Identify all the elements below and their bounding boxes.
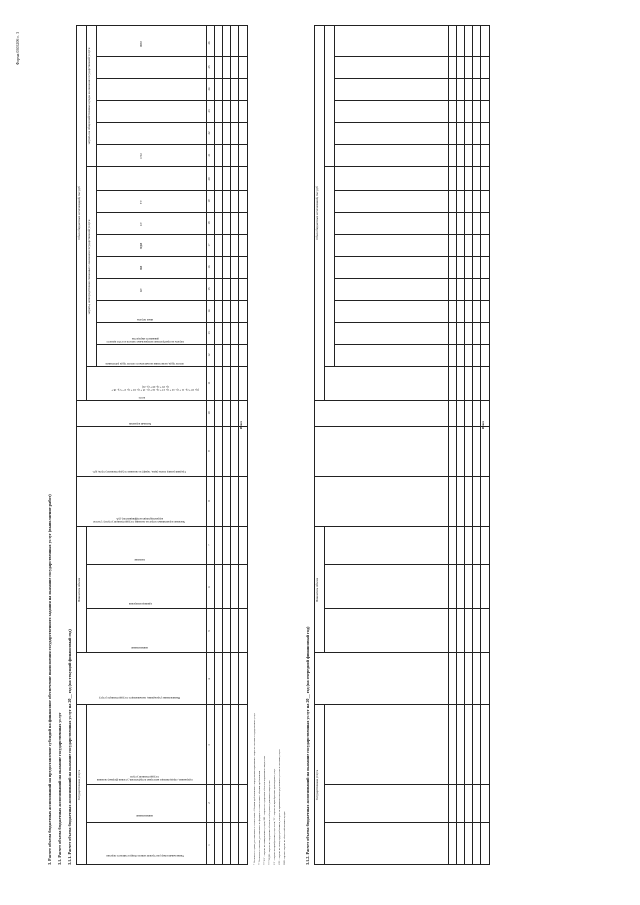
t1-support-costs: затраты на общехозяйственные нужды на оказание государственной услуги [87, 47, 91, 145]
t1-sub-other: иные затраты [137, 318, 154, 321]
t1-colnum-23: 23 [207, 109, 211, 113]
t1-volume-header: Показатель объема [77, 577, 81, 603]
t1-sub-pnz: ПНЗ [139, 41, 143, 47]
t1-colnum-25: 25 [207, 65, 211, 69]
section-3-1-heading: 3.1. Расчет объема бюджетных ассигнований на оказание государственных услуг [57, 712, 62, 865]
t1-colnum-20: 20 [207, 177, 211, 181]
t2-volume-header: Показатель объема [315, 577, 319, 603]
t1-colnum-6: 6 [207, 586, 211, 588]
t1-colnum-26: 26 [207, 41, 211, 45]
t2-total-label: Итого [481, 420, 485, 430]
t1-sub-ot2: ОТ2 [139, 153, 143, 159]
t1-sub-su: СУ [139, 221, 143, 227]
t1-col-fee: Средний размер платы (цена, тариф) за оказание государственной услуги, руб. [92, 470, 186, 473]
t1-colnum-13: 13 [207, 331, 211, 335]
t1-colnum-17: 17 [207, 243, 211, 247]
t1-services-header: Государственная услуга [77, 769, 81, 801]
t1-colnum-24: 24 [207, 87, 211, 91]
t1-colnum-14: 14 [207, 309, 211, 313]
t1-colnum-18: 18 [207, 221, 211, 225]
table1-heading: 3.1.1. Расчет объема бюджетных ассигнований на оказание государственных услуг на 20__ год (на текущий финансовый год) [67, 629, 72, 865]
t1-colnum-7: 7 [207, 544, 211, 546]
t1-colnum-3: 3 [207, 744, 211, 746]
t1-colnum-1: 1 [207, 844, 211, 846]
t1-sub-salary: оплата труда, начисления на выплаты по оплате труда работников [105, 362, 185, 365]
form-label: Форма 0505206 с. 3 [15, 31, 20, 65]
t1-col-base: Базовый норматив [129, 422, 151, 425]
t1-volume-value: значение [134, 558, 146, 561]
t1-colnum-10: 10 [207, 411, 211, 415]
t2-services-header: Государственная услуга [315, 769, 319, 801]
footnote-5: СУ - затраты на приобретение услуг связи; ТУ - затраты на приобретение транспортных услуг [273, 768, 276, 865]
t1-sub-ku: КУ [139, 287, 143, 293]
t1-colnum-9: 9 [207, 450, 211, 452]
t1-colnum-12: 12 [207, 353, 211, 357]
t1-colnum-5: 5 [207, 630, 211, 632]
t1-colnum-15: 15 [207, 287, 211, 291]
t1-col-registry: Уникальный номер реестровой записи общероссийского перечня [106, 854, 184, 857]
t1-volume-name: наименование [131, 646, 149, 649]
t1-col-name: наименование [136, 814, 154, 817]
t1-budget-total: всего [138, 396, 146, 399]
footnote-2: ** Указывается значение, рассчитанное по формуле в соответствии с общими требованиями [258, 770, 261, 865]
t1-direct-costs: затраты, непосредственно связанные с оказанием государственной услуги [87, 219, 91, 315]
t1-col-normative: Значение нормативных затрат на оказание государственной услуги (с учетом корректирующих коэффициентов), руб. [93, 516, 185, 523]
t1-budget-header: Объем бюджетных ассигнований, тыс руб [77, 186, 81, 240]
t1-colnum-2: 2 [207, 802, 211, 804]
t1-total-label: Итого [239, 420, 243, 430]
t1-colnum-8: 8 [207, 500, 211, 502]
t1-col-institution: Наименование учреждения, оказывающего государственную услугу [98, 696, 180, 699]
t1-colnum-19: 19 [207, 199, 211, 203]
footnote-1: * Указывается сумма, рассчитанная в соответствии с Общими требованиями к определению нормативных затрат на оказание государственных услуг [253, 713, 256, 865]
footnote-4: **** НДИ - затраты на содержание объектов особо ценного движимого имущества [268, 780, 271, 865]
t1-sub-ni: НИ [139, 265, 143, 271]
t1-colnum-16: 16 [207, 265, 211, 269]
t1-colnum-11: 11 [207, 381, 211, 385]
table2-heading: 3.1.2. Расчет объема бюджетных ассигнований на оказание государственных услуг на 20__ год (на очередной финансовый год) [305, 626, 310, 865]
t2-budget-header: Объем бюджетных ассигнований, тыс руб [315, 186, 319, 240]
t1-sub-materials: затраты на приобретение материальных запасов и особо ценного движимого имущества [106, 336, 184, 343]
t1-colnum-21: 21 [207, 153, 211, 157]
t1-budget-formula: (гр. 10 + гр. 11 + гр. 12 + гр. 13 + гр. 14 + гр. 15 + гр. 16 + гр. 17 + гр. 18 + гр. 19 + гр. 20 + гр. 21) [111, 384, 199, 391]
t1-sub-tu: ТУ [139, 200, 143, 204]
t1-col-content: содержание, определяющее категорию потребителей, условия (формы) оказания государственной услуги [96, 774, 194, 781]
t1-volume-unit: единица измерения [128, 602, 152, 605]
document-title: 3. Расчет объема бюджетных ассигнований на предоставление субсидий на финансовое обеспечение выполнения государственного задания на оказание государственных услуг (выполнение работ) [47, 494, 52, 865]
t1-sub-ndi: НДИ [139, 242, 143, 250]
t1-colnum-22: 22 [207, 131, 211, 135]
footnote-3: *** КУ - затраты на коммунальные услуги; НИ - затраты на содержание объектов недвижимого имущества [263, 755, 266, 865]
footnote-7: ПНЗ - прочие затраты на общехозяйственные нужды [283, 811, 286, 865]
t1-colnum-4: 4 [207, 678, 211, 680]
footnote-6: ОТ2 - затраты на оплату труда работников, которые не принимают непосредственного участия в оказании услуги [278, 749, 281, 865]
